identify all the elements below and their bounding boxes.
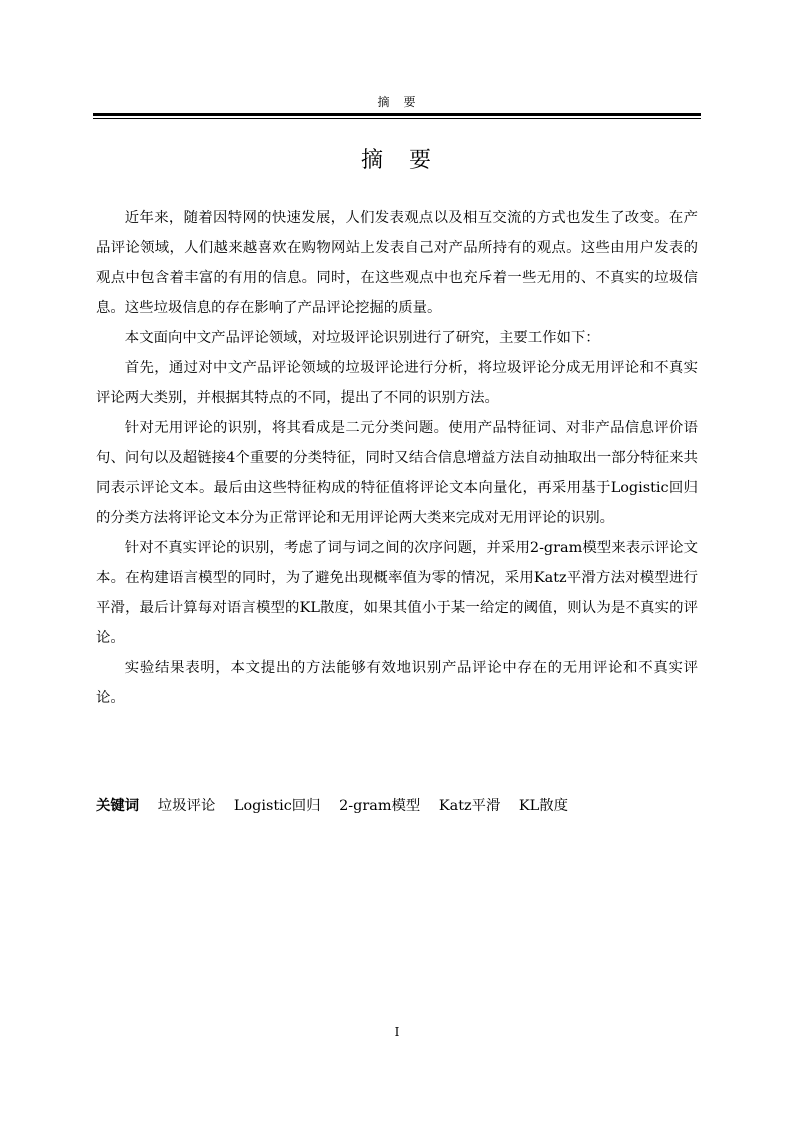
page-title: 摘 要 [360, 148, 433, 173]
header-rule-thick [93, 113, 701, 116]
abstract-paragraph-2: 本文面向中文产品评论领域，对垃圾评论识别进行了研究，主要工作如下： [124, 330, 600, 346]
keyword-item: Logistic回归 [233, 798, 321, 814]
abstract-paragraph-5: 针对不真实评论的识别，考虑了词与词之间的次序问题，并采用2-gram模型来表示评论文本。在构建语言模型的同时，为了避免出现概率值为零的情况，采用Katz平滑方法对模型进行平滑，最后计算每对语言模型的KL散度，如果其值小于某一给定的阈值，则认为是不真实的评论。 [96, 540, 698, 646]
keywords-label: 关键词 [96, 798, 140, 814]
keyword-item: 2-gram模型 [339, 798, 421, 814]
abstract-paragraph-6: 实验结果表明，本文提出的方法能够有效地识别产品评论中存在的无用评论和不真实评论。 [96, 660, 698, 706]
abstract-body [96, 203, 698, 713]
page-number: I [394, 1025, 400, 1039]
running-header: 摘 要 [377, 95, 417, 109]
keyword-item: 垃圾评论 [157, 798, 216, 814]
abstract-paragraph-3: 首先，通过对中文产品评论领域的垃圾评论进行分析，将垃圾评论分成无用评论和不真实评论两大类别，并根据其特点的不同，提出了不同的识别方法。 [96, 360, 698, 406]
abstract-paragraph-4: 针对无用评论的识别，将其看成是二元分类问题。使用产品特征词、对非产品信息评价语句、问句以及超链接4个重要的分类特征，同时又结合信息增益方法自动抽取出一部分特征来共同表示评论文本。最后由这些特征构成的特征值将评论文本向量化，再采用基于Logistic回归的分类方法将评论文本分为正常评论和无用评论两大类来完成对无用评论的识别。 [96, 420, 698, 526]
keywords-line [96, 792, 698, 820]
abstract-paragraph-1: 近年来，随着因特网的快速发展，人们发表观点以及相互交流的方式也发生了改变。在产品评论领域，人们越来越喜欢在购物网站上发表自己对产品所持有的观点。这些由用户发表的观点中包含着丰富的有用的信息。同时，在这些观点中也充斥着一些无用的、不真实的垃圾信息。这些垃圾信息的存在影响了产品评论挖掘的质量。 [96, 210, 698, 316]
header-rule-thin [93, 118, 701, 119]
keyword-item: Katz平滑 [438, 798, 501, 814]
keyword-item: KL散度 [518, 798, 569, 814]
